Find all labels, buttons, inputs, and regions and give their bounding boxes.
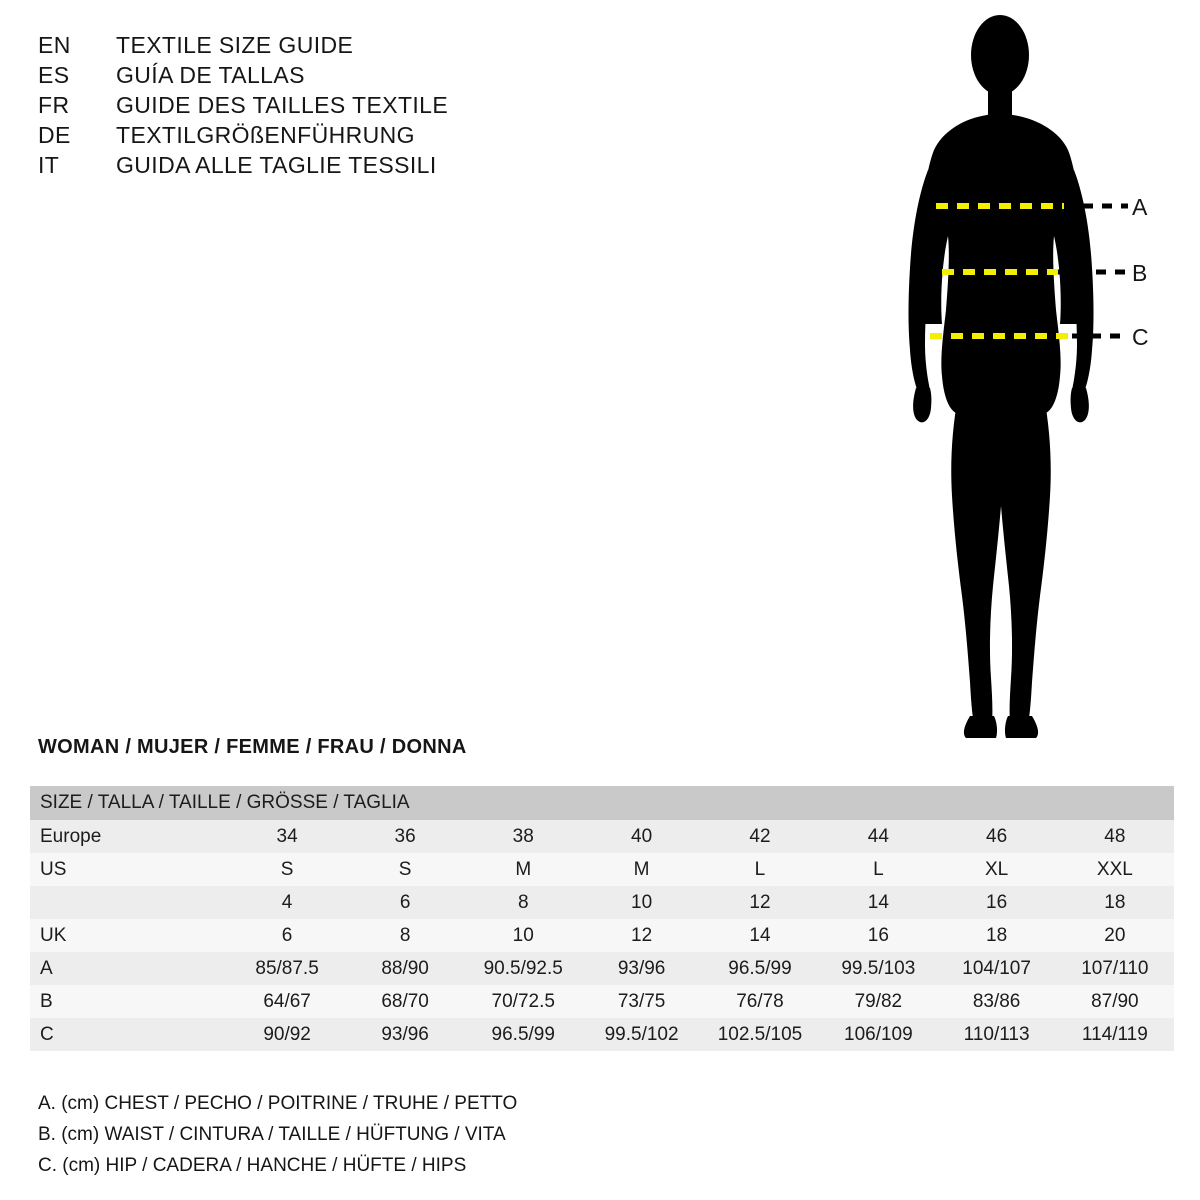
table-cell: 87/90 <box>1056 985 1174 1018</box>
table-row <box>30 853 1174 886</box>
table-cell: 64/67 <box>228 985 346 1018</box>
row-label: C <box>30 1018 228 1051</box>
table-cell: 48 <box>1056 820 1174 853</box>
row-label <box>30 886 228 919</box>
language-row <box>38 120 638 150</box>
table-cell: 96.5/99 <box>464 1018 582 1051</box>
table-cell: 6 <box>228 919 346 952</box>
table-cell: L <box>819 853 937 886</box>
silhouette-icon <box>860 10 1200 750</box>
language-row <box>38 30 638 60</box>
language-title: TEXTILGRÖßENFÜHRUNG <box>116 122 415 148</box>
table-cell: 18 <box>1056 886 1174 919</box>
table-cell: 14 <box>701 919 819 952</box>
table-cell: 102.5/105 <box>701 1018 819 1051</box>
table-cell: 44 <box>819 820 937 853</box>
table-cell: 88/90 <box>346 952 464 985</box>
table-cell: 18 <box>938 919 1056 952</box>
table-cell: 40 <box>582 820 700 853</box>
table-cell: 36 <box>346 820 464 853</box>
row-label: B <box>30 985 228 1018</box>
table-cell: 99.5/103 <box>819 952 937 985</box>
table-cell: 93/96 <box>346 1018 464 1051</box>
table-cell: 8 <box>346 919 464 952</box>
table-cell: 34 <box>228 820 346 853</box>
language-title: GUÍA DE TALLAS <box>116 62 305 88</box>
table-cell: 90/92 <box>228 1018 346 1051</box>
table-cell: 38 <box>464 820 582 853</box>
language-code: FR <box>38 92 70 118</box>
language-title: TEXTILE SIZE GUIDE <box>116 32 354 58</box>
table-cell: 93/96 <box>582 952 700 985</box>
row-label: UK <box>30 919 228 952</box>
legend-item-chest: A. (cm) CHEST / PECHO / POITRINE / TRUHE / PETTO <box>38 1093 518 1114</box>
measure-letter-c: C <box>1132 324 1149 350</box>
table-cell: 16 <box>819 919 937 952</box>
table-cell: 46 <box>938 820 1056 853</box>
table-cell: 73/75 <box>582 985 700 1018</box>
table-header-row <box>30 786 1174 820</box>
measure-letter-b: B <box>1132 260 1148 286</box>
table-cell: 104/107 <box>938 952 1056 985</box>
table-row <box>30 886 1174 919</box>
table-cell: 68/70 <box>346 985 464 1018</box>
table-cell: 42 <box>701 820 819 853</box>
language-code: EN <box>38 32 71 58</box>
row-label: A <box>30 952 228 985</box>
table-cell: L <box>701 853 819 886</box>
table-cell: 85/87.5 <box>228 952 346 985</box>
table-cell: XL <box>938 853 1056 886</box>
table-cell: 110/113 <box>938 1018 1056 1051</box>
table-cell: 114/119 <box>1056 1018 1174 1051</box>
table-row <box>30 985 1174 1018</box>
table-cell: 14 <box>819 886 937 919</box>
measurement-legend <box>38 1088 738 1181</box>
table-cell: S <box>346 853 464 886</box>
legend-item-hip: C. (cm) HIP / CADERA / HANCHE / HÜFTE / HIPS <box>38 1155 467 1176</box>
table-header-label: SIZE / TALLA / TAILLE / GRÖSSE / TAGLIA <box>30 786 1174 820</box>
table-cell: M <box>582 853 700 886</box>
table-cell: 10 <box>582 886 700 919</box>
table-cell: 12 <box>701 886 819 919</box>
table-cell: 20 <box>1056 919 1174 952</box>
language-title: GUIDA ALLE TAGLIE TESSILI <box>116 152 437 178</box>
language-code: DE <box>38 122 71 148</box>
table-cell: 96.5/99 <box>701 952 819 985</box>
table-cell: 8 <box>464 886 582 919</box>
row-label: US <box>30 853 228 886</box>
table-cell: 16 <box>938 886 1056 919</box>
table-cell: 76/78 <box>701 985 819 1018</box>
table-row <box>30 919 1174 952</box>
table-cell: M <box>464 853 582 886</box>
table-cell: 90.5/92.5 <box>464 952 582 985</box>
section-caption: WOMAN / MUJER / FEMME / FRAU / DONNA <box>38 736 467 758</box>
table-cell: XXL <box>1056 853 1174 886</box>
female-silhouette-figure <box>860 10 1200 750</box>
table-cell: 83/86 <box>938 985 1056 1018</box>
legend-item-waist: B. (cm) WAIST / CINTURA / TAILLE / HÜFTUNG / VITA <box>38 1124 506 1145</box>
table-cell: 10 <box>464 919 582 952</box>
table-row <box>30 952 1174 985</box>
language-code: IT <box>38 152 60 178</box>
language-title-block <box>38 30 638 180</box>
language-row <box>38 60 638 90</box>
table-cell: 4 <box>228 886 346 919</box>
table-cell: 6 <box>346 886 464 919</box>
measure-letter-a: A <box>1132 194 1148 220</box>
table-cell: 107/110 <box>1056 952 1174 985</box>
table-row <box>30 820 1174 853</box>
language-code: ES <box>38 62 70 88</box>
language-row <box>38 150 638 180</box>
table-cell: S <box>228 853 346 886</box>
size-table <box>30 786 1174 1051</box>
table-cell: 79/82 <box>819 985 937 1018</box>
table-cell: 70/72.5 <box>464 985 582 1018</box>
table-row <box>30 1018 1174 1051</box>
language-row <box>38 90 638 120</box>
table-cell: 99.5/102 <box>582 1018 700 1051</box>
language-title: GUIDE DES TAILLES TEXTILE <box>116 92 449 118</box>
table-cell: 12 <box>582 919 700 952</box>
row-label: Europe <box>30 820 228 853</box>
table-cell: 106/109 <box>819 1018 937 1051</box>
